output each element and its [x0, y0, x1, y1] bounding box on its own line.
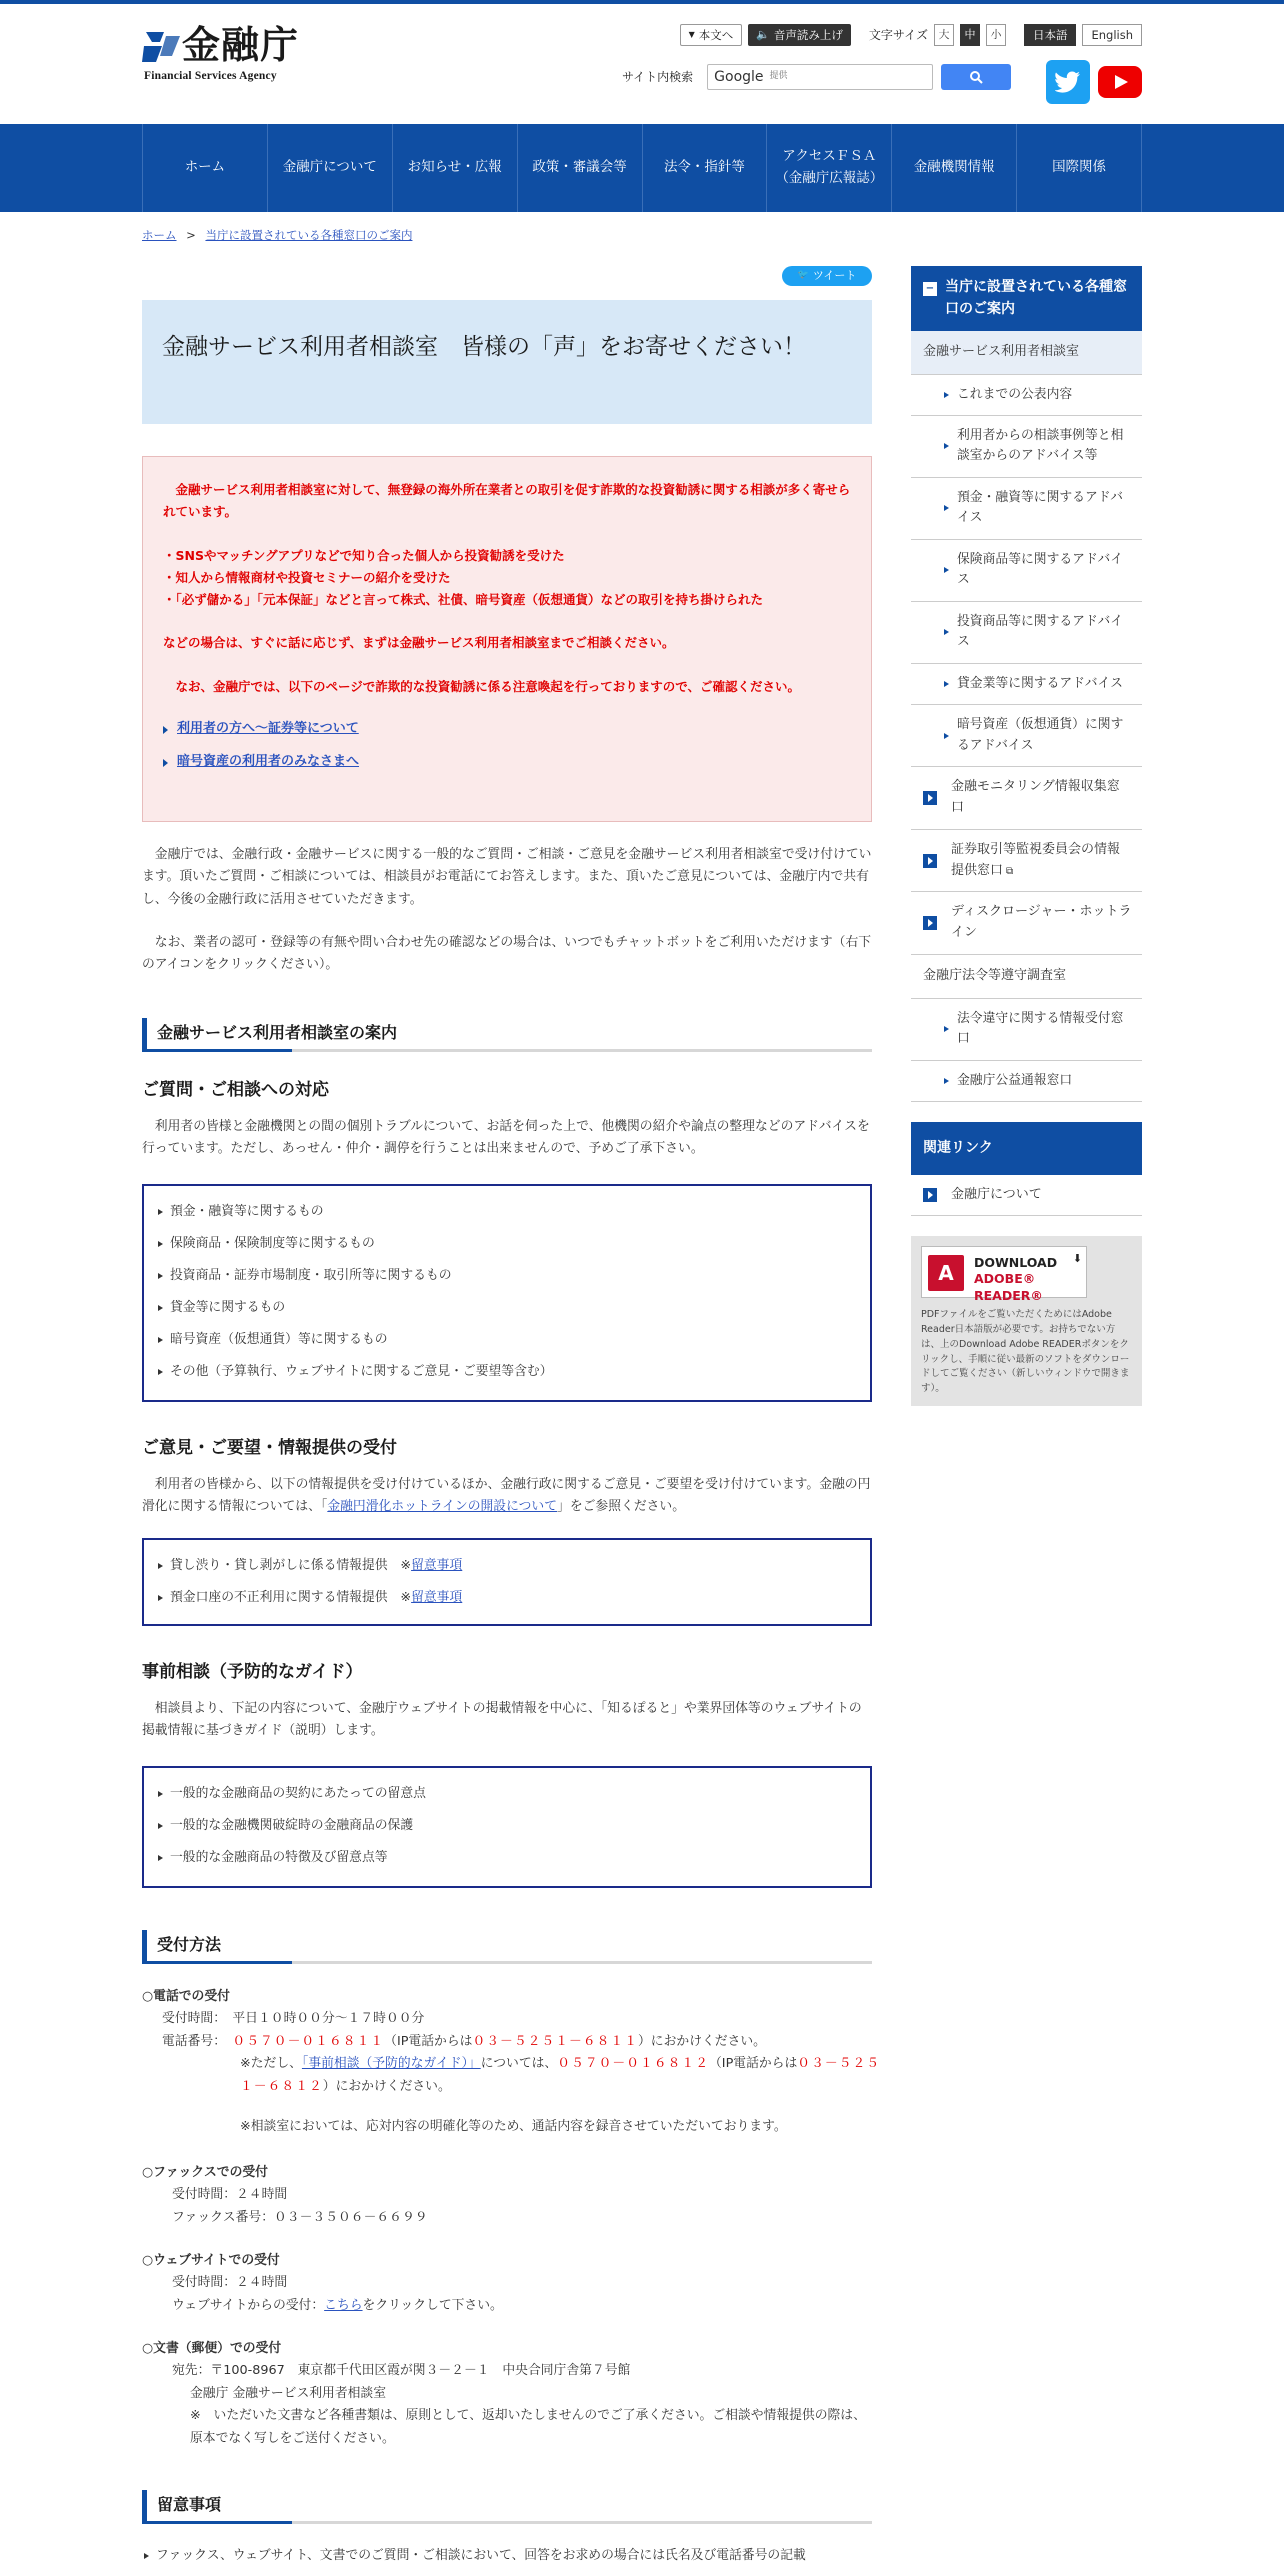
alert-bullet-3: ・「必ず儲かる」「元本保証」などと言って株式、社債、暗号資産（仮想通貨）などの取引を持ち掛けられた — [163, 591, 764, 607]
notes-link[interactable]: 留意事項 — [411, 1558, 463, 1573]
header-tools — [622, 24, 1142, 114]
list-item: 一般的な金融商品の特徴及び留意点等 — [156, 1842, 858, 1874]
lang-english-button[interactable]: English — [1082, 24, 1142, 46]
notes-list — [142, 2540, 872, 2572]
list-item: 預金口座の不正利用に関する情報提供 ※留意事項 — [156, 1582, 858, 1614]
list-item: 保険商品・保険制度等に関するもの — [156, 1228, 858, 1260]
web-form-link[interactable]: こちら — [324, 2297, 363, 2313]
adobe-reader-text: ADOBE® READER® — [974, 1271, 1043, 1303]
list-item: 投資商品・証券市場制度・取引所等に関するもの — [156, 1260, 858, 1292]
subheading-questions: ご質問・ご相談への対応 — [142, 1080, 329, 1100]
nav-law[interactable]: 法令・指針等 — [643, 124, 768, 212]
global-nav — [0, 124, 1284, 212]
list-item: その他（予算執行、ウェブサイトに関するご意見・ご要望等含む） — [156, 1356, 858, 1388]
voice-reader-button[interactable] — [748, 24, 851, 46]
preventive-list — [142, 1766, 872, 1888]
sidebar-item-whistleblowing[interactable]: 金融庁公益通報窓口 — [911, 1061, 1142, 1102]
related-link-about[interactable]: 金融庁について — [911, 1175, 1142, 1217]
nav-access-label: アクセスＦＳＡ — [782, 148, 877, 165]
adobe-logo-icon: A — [928, 1255, 964, 1291]
skip-label: 本文へ — [698, 27, 734, 42]
opinions-text: 利用者の皆様から、以下の情報提供を受け付けているほか、金融行政に関するご意見・ご要望を受け付けています。金融の円滑化に関する情報については、「金融円滑化ホットラインの開設について」をご参照ください。 — [142, 1477, 871, 1515]
hotline-link[interactable]: 金融円滑化ホットラインの開設について — [327, 1499, 558, 1515]
adobe-note: PDFファイルをご覧いただくためにはAdobe Reader日本語版が必要です。お持ちでない方は、上のDownload Adobe READERボタンをクリックし、手順に従い最新のソフトをダウンロードしてご覧ください（新しいウィンドウで開きます）。 — [921, 1309, 1130, 1394]
section-heading-notes: 留意事項 — [142, 2490, 872, 2524]
phone-reception — [142, 1986, 902, 2138]
search-button[interactable] — [941, 64, 1011, 90]
adobe-download-text: DOWNLOAD — [974, 1255, 1058, 1271]
nav-international[interactable]: 国際関係 — [1017, 124, 1142, 212]
web-title: ○ウェブサイトでの受付 — [142, 2253, 280, 2268]
tweet-label: ツイート — [812, 269, 857, 283]
preventive-text: 相談員より、下記の内容について、金融庁ウェブサイトの掲載情報を中心に、「知るぽると」や業界団体等のウェブサイトの掲載情報に基づきガイド（説明）します。 — [142, 1701, 862, 1739]
recording-note: ※相談室においては、応対内容の明確化等のため、通話内容を録音させていただいております。 — [240, 2118, 787, 2134]
twitter-icon — [1055, 71, 1081, 93]
list-item: ファックス、ウェブサイト、文書でのご質問・ご相談において、回答をお求めの場合には氏名及び電話番号の記載 — [142, 2540, 872, 2572]
sidebar-item-sesc[interactable]: 証券取引等監視委員会の情報提供窓口 ⧉ — [911, 830, 1142, 893]
logo-name: 金融庁 — [182, 22, 300, 67]
arrow-box-icon — [923, 854, 937, 868]
triangle-down-icon: ▼ — [688, 30, 695, 39]
nav-access-fsa[interactable] — [767, 124, 892, 212]
alert-link-securities[interactable]: 利用者の方へ～証券等について — [163, 718, 851, 741]
sidebar-item-monitoring[interactable]: 金融モニタリング情報収集窓口 — [911, 767, 1142, 830]
voice-label: 音声読み上げ — [773, 27, 843, 42]
alert-note: なお、金融庁では、以下のページで詐欺的な投資勧誘に係る注意喚起を行っておりますので、ご確認ください。 — [163, 679, 801, 695]
youtube-icon — [1098, 66, 1142, 98]
lang-japanese-button[interactable]: 日本語 — [1024, 24, 1077, 46]
fsa-logo[interactable] — [142, 22, 332, 88]
questions-list — [142, 1184, 872, 1402]
nav-news[interactable]: お知らせ・広報 — [393, 124, 518, 212]
phone-note: ※ただし、「事前相談（予防的なガイド）」については、０５７０－０１６８１２（IP電話からは０３－５２５１－６８１２）におかけください。 — [240, 2056, 881, 2094]
download-arrow-icon: ⬇ — [1072, 1252, 1082, 1266]
related-links-heading: 関連リンク — [911, 1122, 1142, 1175]
sidebar — [911, 266, 1142, 1406]
nav-institutions[interactable]: 金融機関情報 — [892, 124, 1017, 212]
sidebar-item-moneylending[interactable]: 貸金業等に関するアドバイス — [911, 664, 1142, 705]
sidebar-item-compliance[interactable]: 金融庁法令等遵守調査室 — [911, 955, 1142, 999]
sidebar-item-crypto[interactable]: 暗号資産（仮想通貨）に関するアドバイス — [911, 705, 1142, 767]
arrow-box-icon — [923, 791, 937, 805]
mail-address: 宛先：〒100-8967 東京都千代田区霞が関３－２－１ 中央合同庁舎第７号館 — [172, 2363, 631, 2379]
mail-org: 金融庁 金融サービス利用者相談室 — [190, 2385, 387, 2401]
adobe-reader-box — [911, 1236, 1142, 1406]
mail-note: ※ いただいた文書など各種書類は、原則として、返却いたしませんのでご了承ください。ご相談や情報提供の際は、原本でなく写しをご送付ください。 — [190, 2408, 866, 2446]
intro-paragraph-2: なお、業者の認可・登録等の有無や問い合わせ先の確認などの場合は、いつでもチャットボットをご利用いただけます（右下のアイコンをクリックください）。 — [142, 935, 872, 973]
fsa-logo-mark-icon — [142, 26, 182, 66]
list-item: 貸し渋り・貸し剥がしに係る情報提供 ※留意事項 — [156, 1550, 858, 1582]
nav-policy[interactable]: 政策・審議会等 — [518, 124, 643, 212]
site-search — [622, 64, 1011, 90]
font-size-large-button[interactable]: 大 — [934, 24, 954, 46]
twitter-bird-icon: 🐦 — [797, 270, 809, 281]
sidebar-item-compliance-reception[interactable]: 法令違守に関する情報受付窓口 — [911, 999, 1142, 1061]
phone-ip-number: ０３－５２５１－６８１１ — [472, 2033, 638, 2049]
questions-text: 利用者の皆様と金融機関との間の個別トラブルについて、お話を伺った上で、他機関の紹介や論点の整理などのアドバイスを行っています。ただし、あっせん・仲介・調停を行うことは出来ませんので、予めご了承下さい。 — [142, 1119, 870, 1157]
list-item: 暗号資産（仮想通貨）等に関するもの — [156, 1324, 858, 1356]
sidebar-item-investment[interactable]: 投資商品等に関するアドバイス — [911, 602, 1142, 664]
sidebar-heading-label: 当庁に設置されている各種窓口のご案内 — [945, 279, 1127, 318]
sidebar-item-deposits[interactable]: 預金・融資等に関するアドバイス — [911, 478, 1142, 540]
google-brand: Google — [714, 68, 764, 85]
sidebar-heading[interactable] — [911, 266, 1142, 331]
sidebar-item-published[interactable]: これまでの公表内容 — [911, 375, 1142, 416]
sns-links — [1046, 60, 1142, 104]
fax-hours: 受付時間：２４時間 — [172, 2187, 288, 2203]
fax-title: ○ファックスでの受付 — [142, 2165, 268, 2180]
list-item: 貸金等に関するもの — [156, 1292, 858, 1324]
alert-intro: 金融サービス利用者相談室に対して、無登録の海外所在業者との取引を促す詐欺的な投資勧誘に関する相談が多く寄せられています。 — [163, 482, 851, 519]
list-item: 預金・融資等に関するもの — [156, 1196, 858, 1228]
breadcrumb-home[interactable]: ホーム — [142, 228, 177, 242]
breadcrumb-sep: > — [186, 228, 196, 242]
web-hours: 受付時間：２４時間 — [172, 2275, 288, 2291]
search-input[interactable] — [707, 64, 933, 90]
skip-to-content-button[interactable] — [680, 24, 743, 46]
fax-reception — [142, 2162, 902, 2229]
mail-reception — [142, 2338, 872, 2450]
phone-hours: 受付時間： 平日１０時００分～１７時００分 — [162, 2011, 425, 2027]
breadcrumb-current[interactable]: 当庁に設置されている各種窓口のご案内 — [205, 228, 413, 242]
phone-title: ○電話での受付 — [142, 1989, 230, 2004]
alert-link-crypto[interactable]: 暗号資産の利用者のみなさまへ — [163, 751, 851, 774]
speaker-icon: 🔈 — [756, 28, 770, 42]
search-icon — [969, 70, 983, 84]
external-link-icon: ⧉ — [1006, 865, 1014, 877]
alert-bullet-2: ・知人から情報商材や投資セミナーの紹介を受けた — [163, 569, 451, 585]
arrow-box-icon — [923, 1188, 937, 1202]
google-provided: 提供 — [769, 71, 788, 82]
web-reception — [142, 2250, 902, 2317]
nav-home[interactable]: ホーム — [143, 124, 268, 212]
site-header — [0, 4, 1284, 124]
adobe-download-button[interactable] — [921, 1246, 1087, 1303]
alert-advice: などの場合は、すぐに話に応じず、まずは金融サービス利用者相談室までご相談ください。 — [163, 635, 675, 651]
section-heading-reception: 受付方法 — [142, 1930, 872, 1964]
sidebar-item-consultation[interactable]: 金融サービス利用者相談室 — [911, 331, 1142, 375]
subheading-preventive: 事前相談（予防的なガイド） — [142, 1662, 363, 1682]
web-link-line: ウェブサイトからの受付：こちらをクリックして下さい。 — [172, 2297, 503, 2313]
font-size-medium-button[interactable]: 中 — [960, 24, 980, 46]
header-utility-row — [680, 24, 1142, 46]
subheading-opinions: ご意見・ご要望・情報提供の受付 — [142, 1438, 397, 1458]
minus-icon: − — [923, 282, 937, 296]
fraud-alert-box — [142, 456, 872, 822]
sidebar-item-cases[interactable]: 利用者からの相談事例等と相談室からのアドバイス等 — [911, 416, 1142, 478]
sidebar-item-insurance[interactable]: 保険商品等に関するアドバイス — [911, 540, 1142, 602]
notes-link[interactable]: 留意事項 — [411, 1590, 463, 1605]
arrow-box-icon — [923, 916, 937, 930]
nav-access-sub: （金融庁広報誌） — [775, 170, 884, 186]
alert-links — [163, 718, 851, 774]
search-label: サイト内検索 — [622, 69, 694, 84]
fax-number: ファックス番号：０３－３５０６－６６９９ — [172, 2209, 428, 2225]
tweet-button[interactable] — [782, 266, 872, 286]
preventive-guide-link[interactable]: 「事前相談（予防的なガイド）」 — [301, 2056, 481, 2072]
sidebar-item-disclosure[interactable]: ディスクロージャー・ホットライン — [911, 892, 1142, 955]
logo-sub: Financial Services Agency — [144, 70, 277, 82]
list-item: 一般的な金融商品の契約にあたっての留意点 — [156, 1778, 858, 1810]
font-size-small-button[interactable]: 小 — [986, 24, 1006, 46]
breadcrumb — [142, 225, 412, 245]
list-item: 一般的な金融機関破綻時の金融商品の保護 — [156, 1810, 858, 1842]
phone-number: ０５７０－０１６８１１ — [232, 2033, 385, 2049]
font-size-label: 文字サイズ — [868, 27, 928, 42]
intro-paragraph-1: 金融庁では、金融行政・金融サービスに関する一般的なご質問・ご相談・ご意見を金融サービス利用者相談室で受け付けています。頂いたご質問・ご相談については、相談員がお電話にてお答えします。また、頂いたご意見については、金融庁内で共有し、今後の金融行政に活用させていただきます。 — [142, 847, 872, 907]
alert-bullet-1: ・SNSやマッチングアプリなどで知り合った個人から投資勧誘を受けた — [163, 547, 565, 563]
twitter-link[interactable] — [1046, 60, 1090, 104]
mail-title: ○文書（郵便）での受付 — [142, 2341, 282, 2356]
page-title: 金融サービス利用者相談室 皆様の「声」をお寄せください！ — [142, 300, 872, 424]
info-provision-list — [142, 1538, 872, 1626]
section-heading-guide: 金融サービス利用者相談室の案内 — [142, 1018, 872, 1052]
youtube-link[interactable] — [1098, 60, 1142, 104]
nav-about[interactable]: 金融庁について — [268, 124, 393, 212]
phone-number-line: 電話番号： ０５７０－０１６８１１（IP電話からは０３－５２５１－６８１１）におかけください。 — [162, 2033, 766, 2049]
